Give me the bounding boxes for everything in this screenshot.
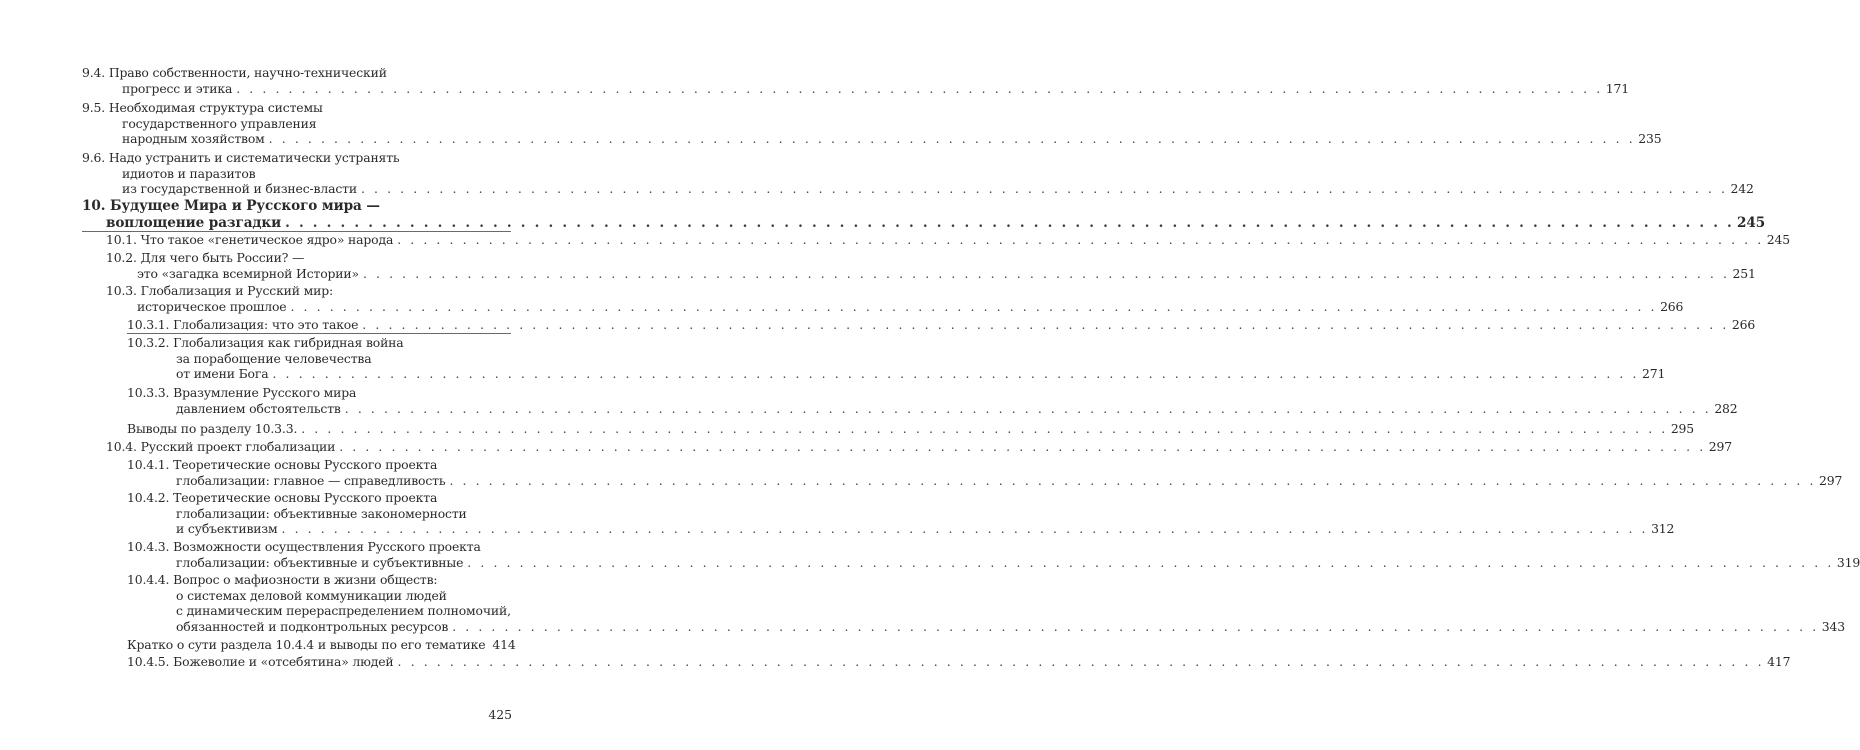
leader-dots — [282, 521, 1649, 537]
toc-entry-title: давлением обстоятельств — [176, 400, 341, 416]
toc-entry-title: с динамическим перераспределением полномочий, — [176, 603, 511, 618]
leader-dots — [363, 266, 1730, 282]
toc-entry-number: 10.1. — [106, 232, 137, 247]
toc-entry — [0, 250, 1756, 281]
toc-entry-page: 414 — [492, 637, 516, 652]
leader-dots — [362, 317, 1729, 333]
toc-entry-title: Необходимая структура системы — [108, 100, 323, 115]
toc-entry — [0, 335, 1666, 382]
toc-entry-title: Божеволие и «отсебятина» людей — [173, 654, 394, 669]
toc-entry-number: 9.4. — [82, 65, 106, 80]
toc-entry-title: Глобализация как гибридная война — [173, 335, 404, 350]
leader-dots — [449, 473, 1816, 489]
leader-dots — [285, 215, 1734, 232]
toc-entry-title: глобализации: главное — справедливость — [176, 472, 446, 488]
toc-entry-page: 266 — [1731, 317, 1756, 332]
toc-entry — [0, 198, 1766, 231]
toc-entry — [0, 385, 1738, 416]
toc-entry — [0, 539, 1860, 570]
toc-entry-number: 10.4. — [106, 439, 137, 454]
toc-entry-page: 282 — [1714, 400, 1738, 416]
toc-entry-title: Вразумление Русского мира — [173, 385, 357, 400]
toc-entry-number: 10.3. — [106, 283, 137, 298]
toc-entry-number: 10.4.1. — [127, 457, 170, 472]
toc-entry — [0, 637, 600, 653]
toc-entry-number: 10.4.3. — [127, 539, 170, 554]
toc-entry-number: 10.4.4. — [127, 572, 170, 587]
toc-entry-title: от имени Бога — [176, 366, 269, 381]
toc-entry-title: Для чего быть России? — — [140, 250, 305, 265]
toc-entry-title: это «загадка всемирной Истории» — [137, 265, 359, 281]
toc-entry-title: Теоретические основы Русского проекта — [173, 457, 438, 472]
toc-entry-title: народным хозяйством — [122, 131, 265, 146]
toc-entry — [0, 421, 1695, 437]
toc-entry-page: 343 — [1821, 618, 1845, 634]
leader-dots — [272, 366, 1639, 382]
toc-entry-title: Вопрос о мафиозности в жизни обществ: — [173, 572, 438, 587]
toc-entry-title: глобализации: объективные закономерности — [176, 505, 467, 521]
toc-entry — [0, 490, 1675, 537]
leader-dots — [398, 654, 1765, 670]
toc-entry-title: государственного управления — [122, 115, 317, 131]
toc-entry — [0, 283, 1684, 314]
leader-dots — [290, 299, 1657, 315]
toc-entry-page: 271 — [1642, 366, 1666, 381]
toc-entry-title: Глобализация: что это такое — [173, 317, 359, 332]
toc-entry-number: 9.6. — [82, 150, 106, 165]
toc-entry-title: обязанностей и подконтрольных ресурсов — [176, 618, 449, 634]
leader-dots — [467, 555, 1834, 571]
toc-entry-number: 10.4.2. — [127, 490, 170, 505]
toc-entry-number: 9.5. — [82, 100, 106, 115]
toc-entry-title: Русский проект глобализации — [140, 439, 336, 454]
toc-entry — [0, 100, 1662, 147]
leader-dots — [452, 619, 1819, 635]
toc-entry-page: 266 — [1660, 298, 1684, 314]
toc-entry-page: 171 — [1605, 80, 1629, 96]
toc-entry-title: историческое прошлое — [137, 298, 287, 314]
toc-entry-page: 242 — [1730, 181, 1754, 196]
toc-entry — [0, 439, 1732, 455]
toc-entry-title: за порабощение человечества — [176, 350, 372, 366]
toc-entry — [0, 317, 1756, 333]
toc-entry-page: 319 — [1836, 554, 1860, 570]
toc-entry-page: 251 — [1732, 265, 1756, 281]
leader-dots — [397, 232, 1764, 248]
toc-entry — [0, 572, 1845, 634]
toc-entry-page: 245 — [1766, 232, 1790, 247]
toc-entry-number: 10.3.1. — [127, 317, 170, 332]
toc-entry — [0, 457, 1843, 488]
leader-dots — [236, 81, 1603, 97]
toc-entry-title: Кратко о сути раздела 10.4.4 и выводы по его тематике — [127, 637, 486, 652]
toc-entry-title: Возможности осуществления Русского проекта — [173, 539, 481, 554]
toc-entry-page: 417 — [1767, 654, 1791, 669]
toc-entry-title: Глобализация и Русский мир: — [140, 283, 334, 298]
toc-entry-title: идиотов и паразитов — [122, 165, 256, 181]
toc-entry-page: 297 — [1708, 439, 1732, 454]
page-number: 425 — [488, 707, 512, 722]
toc-entry-page: 312 — [1651, 521, 1675, 536]
toc-entry-title: глобализации: объективные и субъективные — [176, 554, 464, 570]
toc-entry-number: 10.3.2. — [127, 335, 170, 350]
toc-entry-title: и субъективизм — [176, 521, 278, 536]
toc-entry-title: прогресс и этика — [122, 80, 233, 96]
toc-entry-title: Надо устранить и систематически устранять — [108, 150, 400, 165]
section-rule — [127, 333, 511, 334]
toc-entry-title: воплощение разгадки — [106, 214, 282, 231]
leader-dots — [361, 181, 1728, 197]
toc-entry-title: о системах деловой коммуникации людей — [176, 587, 447, 603]
toc-entry-page: 245 — [1737, 214, 1766, 231]
toc-entry-number: 10.4.5. — [127, 654, 170, 669]
toc-entry-title: Будущее Мира и Русского мира — — [110, 198, 380, 214]
leader-dots — [345, 401, 1712, 417]
toc-entry-number: 10.2. — [106, 250, 137, 265]
toc-entry-page: 297 — [1819, 472, 1843, 488]
toc-entry-page: 235 — [1638, 131, 1662, 146]
toc-entry — [0, 232, 1790, 248]
leader-dots — [301, 421, 1668, 437]
toc-entry — [0, 654, 1791, 670]
toc-entry-title: Выводы по разделу 10.3.3. — [127, 421, 298, 436]
toc-entry-number: 10. — [82, 198, 106, 214]
toc-entry — [0, 150, 1754, 197]
toc-entry-title: из государственной и бизнес-власти — [122, 181, 357, 196]
leader-dots — [269, 131, 1636, 147]
toc-entry-number: 10.3.3. — [127, 385, 170, 400]
leader-dots — [339, 439, 1706, 455]
toc-entry-page: 295 — [1670, 421, 1695, 436]
toc-entry-title: Теоретические основы Русского проекта — [173, 490, 438, 505]
toc-entry-title: Право собственности, научно-технический — [108, 65, 387, 80]
toc-entry — [0, 65, 1629, 96]
toc-entry-title: Что такое «генетическое ядро» народа — [140, 232, 394, 247]
